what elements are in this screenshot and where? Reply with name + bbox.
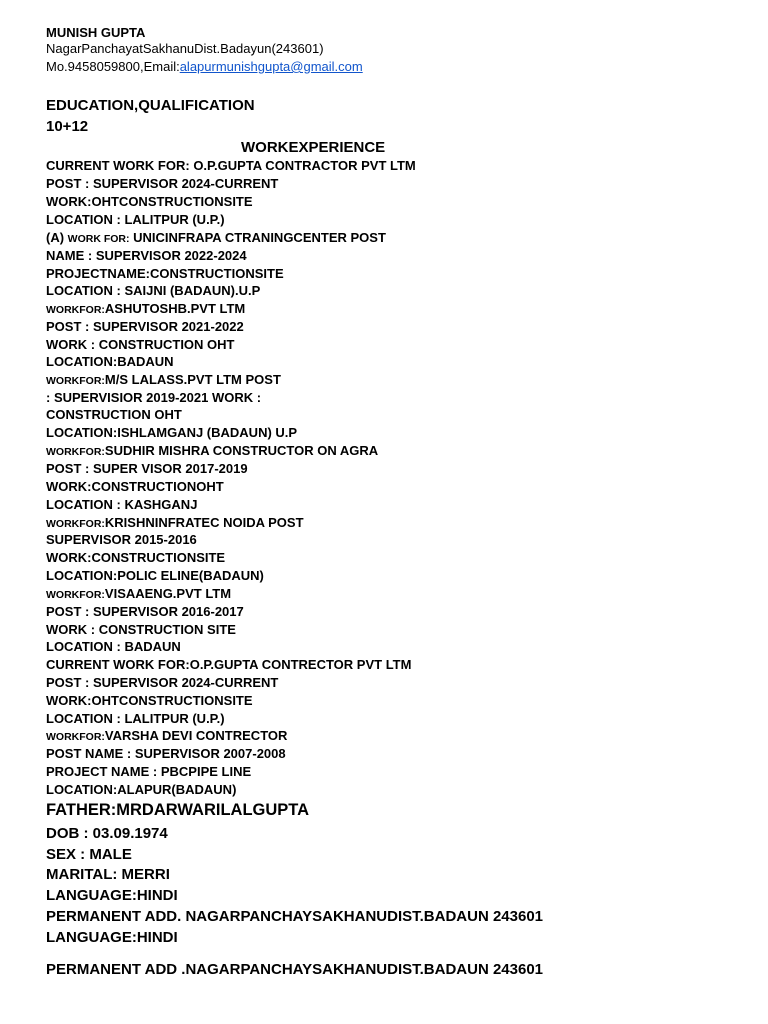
- language-line: LANGUAGE:HINDI: [46, 929, 178, 946]
- work-line: WORK:OHTCONSTRUCTIONSITE: [46, 693, 253, 708]
- work-line-part: SUDHIR MISHRA CONSTRUCTOR ON AGRA: [104, 443, 379, 458]
- work-line: LOCATION : BADAUN: [46, 639, 181, 654]
- contact-line: [46, 58, 363, 75]
- work-line-part: UNICINFRAPA CTRANINGCENTER POST: [129, 230, 386, 245]
- work-line: POST : SUPER VISOR 2017-2019: [46, 461, 248, 476]
- work-line: POST : SUPERVISOR 2024-CURRENT: [46, 176, 279, 191]
- work-line: POST NAME : SUPERVISOR 2007-2008: [46, 746, 286, 761]
- phone-text: Mo.9458059800,Email:: [46, 59, 180, 74]
- work-line: WORK : CONSTRUCTION SITE: [46, 622, 236, 637]
- work-line: LOCATION : LALITPUR (U.P.): [46, 212, 225, 227]
- work-line: LOCATION:ALAPUR(BADAUN): [46, 782, 237, 797]
- work-line: LOCATION : LALITPUR (U.P.): [46, 711, 225, 726]
- work-line-part: M/S LALASS.PVT LTM POST: [104, 372, 281, 387]
- work-line: NAME : SUPERVISOR 2022-2024: [46, 248, 247, 263]
- work-line: LOCATION : KASHGANJ: [46, 497, 198, 512]
- education-heading: EDUCATION,QUALIFICATION: [46, 97, 255, 114]
- work-line-part: (A): [46, 230, 68, 245]
- work-line: [46, 300, 245, 319]
- work-line: WORK:OHTCONSTRUCTIONSITE: [46, 194, 253, 209]
- work-line-part: WORKFOR:: [46, 589, 105, 601]
- work-line: WORK:CONSTRUCTIONSITE: [46, 550, 226, 565]
- work-line-part: WORKFOR:: [46, 518, 105, 530]
- work-line: PROJECTNAME:CONSTRUCTIONSITE: [46, 266, 284, 281]
- work-line-part: VARSHA DEVI CONTRECTOR: [104, 728, 288, 743]
- work-line: [46, 727, 287, 746]
- work-experience-heading: WORKEXPERIENCE: [241, 139, 386, 156]
- date-of-birth: DOB : 03.09.1974: [46, 825, 168, 842]
- education-value: 10+12: [46, 118, 89, 135]
- work-line: POST : SUPERVISOR 2016-2017: [46, 604, 244, 619]
- work-line-part: WORKFOR:: [46, 375, 105, 387]
- work-line: POST : SUPERVISOR 2021-2022: [46, 319, 244, 334]
- work-line-part: VISAAENG.PVT LTM: [104, 586, 232, 601]
- work-line: POST : SUPERVISOR 2024-CURRENT: [46, 675, 279, 690]
- address-line: NagarPanchayatSakhanuDist.Badayun(243601): [46, 41, 324, 56]
- work-line: CONSTRUCTION OHT: [46, 407, 182, 422]
- work-line: WORK : CONSTRUCTION OHT: [46, 337, 235, 352]
- permanent-address: PERMANENT ADD. NAGARPANCHAYSAKHANUDIST.BADAUN 243601: [46, 908, 544, 925]
- work-line: LOCATION:BADAUN: [46, 354, 174, 369]
- applicant-name: MUNISH GUPTA: [46, 25, 146, 40]
- work-line: LOCATION:POLIC ELINE(BADAUN): [46, 568, 264, 583]
- work-line: : SUPERVISIOR 2019-2021 WORK :: [46, 390, 262, 405]
- work-line-part: WORKFOR:: [46, 731, 105, 743]
- work-line: LOCATION:ISHLAMGANJ (BADAUN) U.P: [46, 425, 298, 440]
- work-line: CURRENT WORK FOR: O.P.GUPTA CONTRACTOR PVT LTM: [46, 158, 416, 173]
- work-line-part: KRISHNINFRATEC NOIDA POST: [104, 515, 304, 530]
- sex-field: SEX : MALE: [46, 846, 132, 863]
- work-line: [46, 371, 281, 390]
- work-line: [46, 229, 386, 248]
- work-line: WORK:CONSTRUCTIONOHT: [46, 479, 224, 494]
- permanent-address: PERMANENT ADD .NAGARPANCHAYSAKHANUDIST.BADAUN 243601: [46, 961, 544, 978]
- work-line: [46, 442, 378, 461]
- work-line: PROJECT NAME : PBCPIPE LINE: [46, 764, 252, 779]
- work-line-part: WORK FOR:: [67, 233, 130, 245]
- work-line: CURRENT WORK FOR:O.P.GUPTA CONTRECTOR PVT LTM: [46, 657, 412, 672]
- language-line: LANGUAGE:HINDI: [46, 887, 178, 904]
- work-line-part: WORKFOR:: [46, 446, 105, 458]
- work-line-part: ASHUTOSHB.PVT LTM: [104, 301, 246, 316]
- work-line: [46, 585, 231, 604]
- marital-status: MARITAL: MERRI: [46, 866, 170, 883]
- email-link[interactable]: alapurmunishgupta@gmail.com: [179, 59, 363, 74]
- work-line: SUPERVISOR 2015-2016: [46, 532, 197, 547]
- father-name: FATHER:MRDARWARILALGUPTA: [46, 801, 310, 819]
- work-line: LOCATION : SAIJNI (BADAUN).U.P: [46, 283, 261, 298]
- work-line-part: WORKFOR:: [46, 304, 105, 316]
